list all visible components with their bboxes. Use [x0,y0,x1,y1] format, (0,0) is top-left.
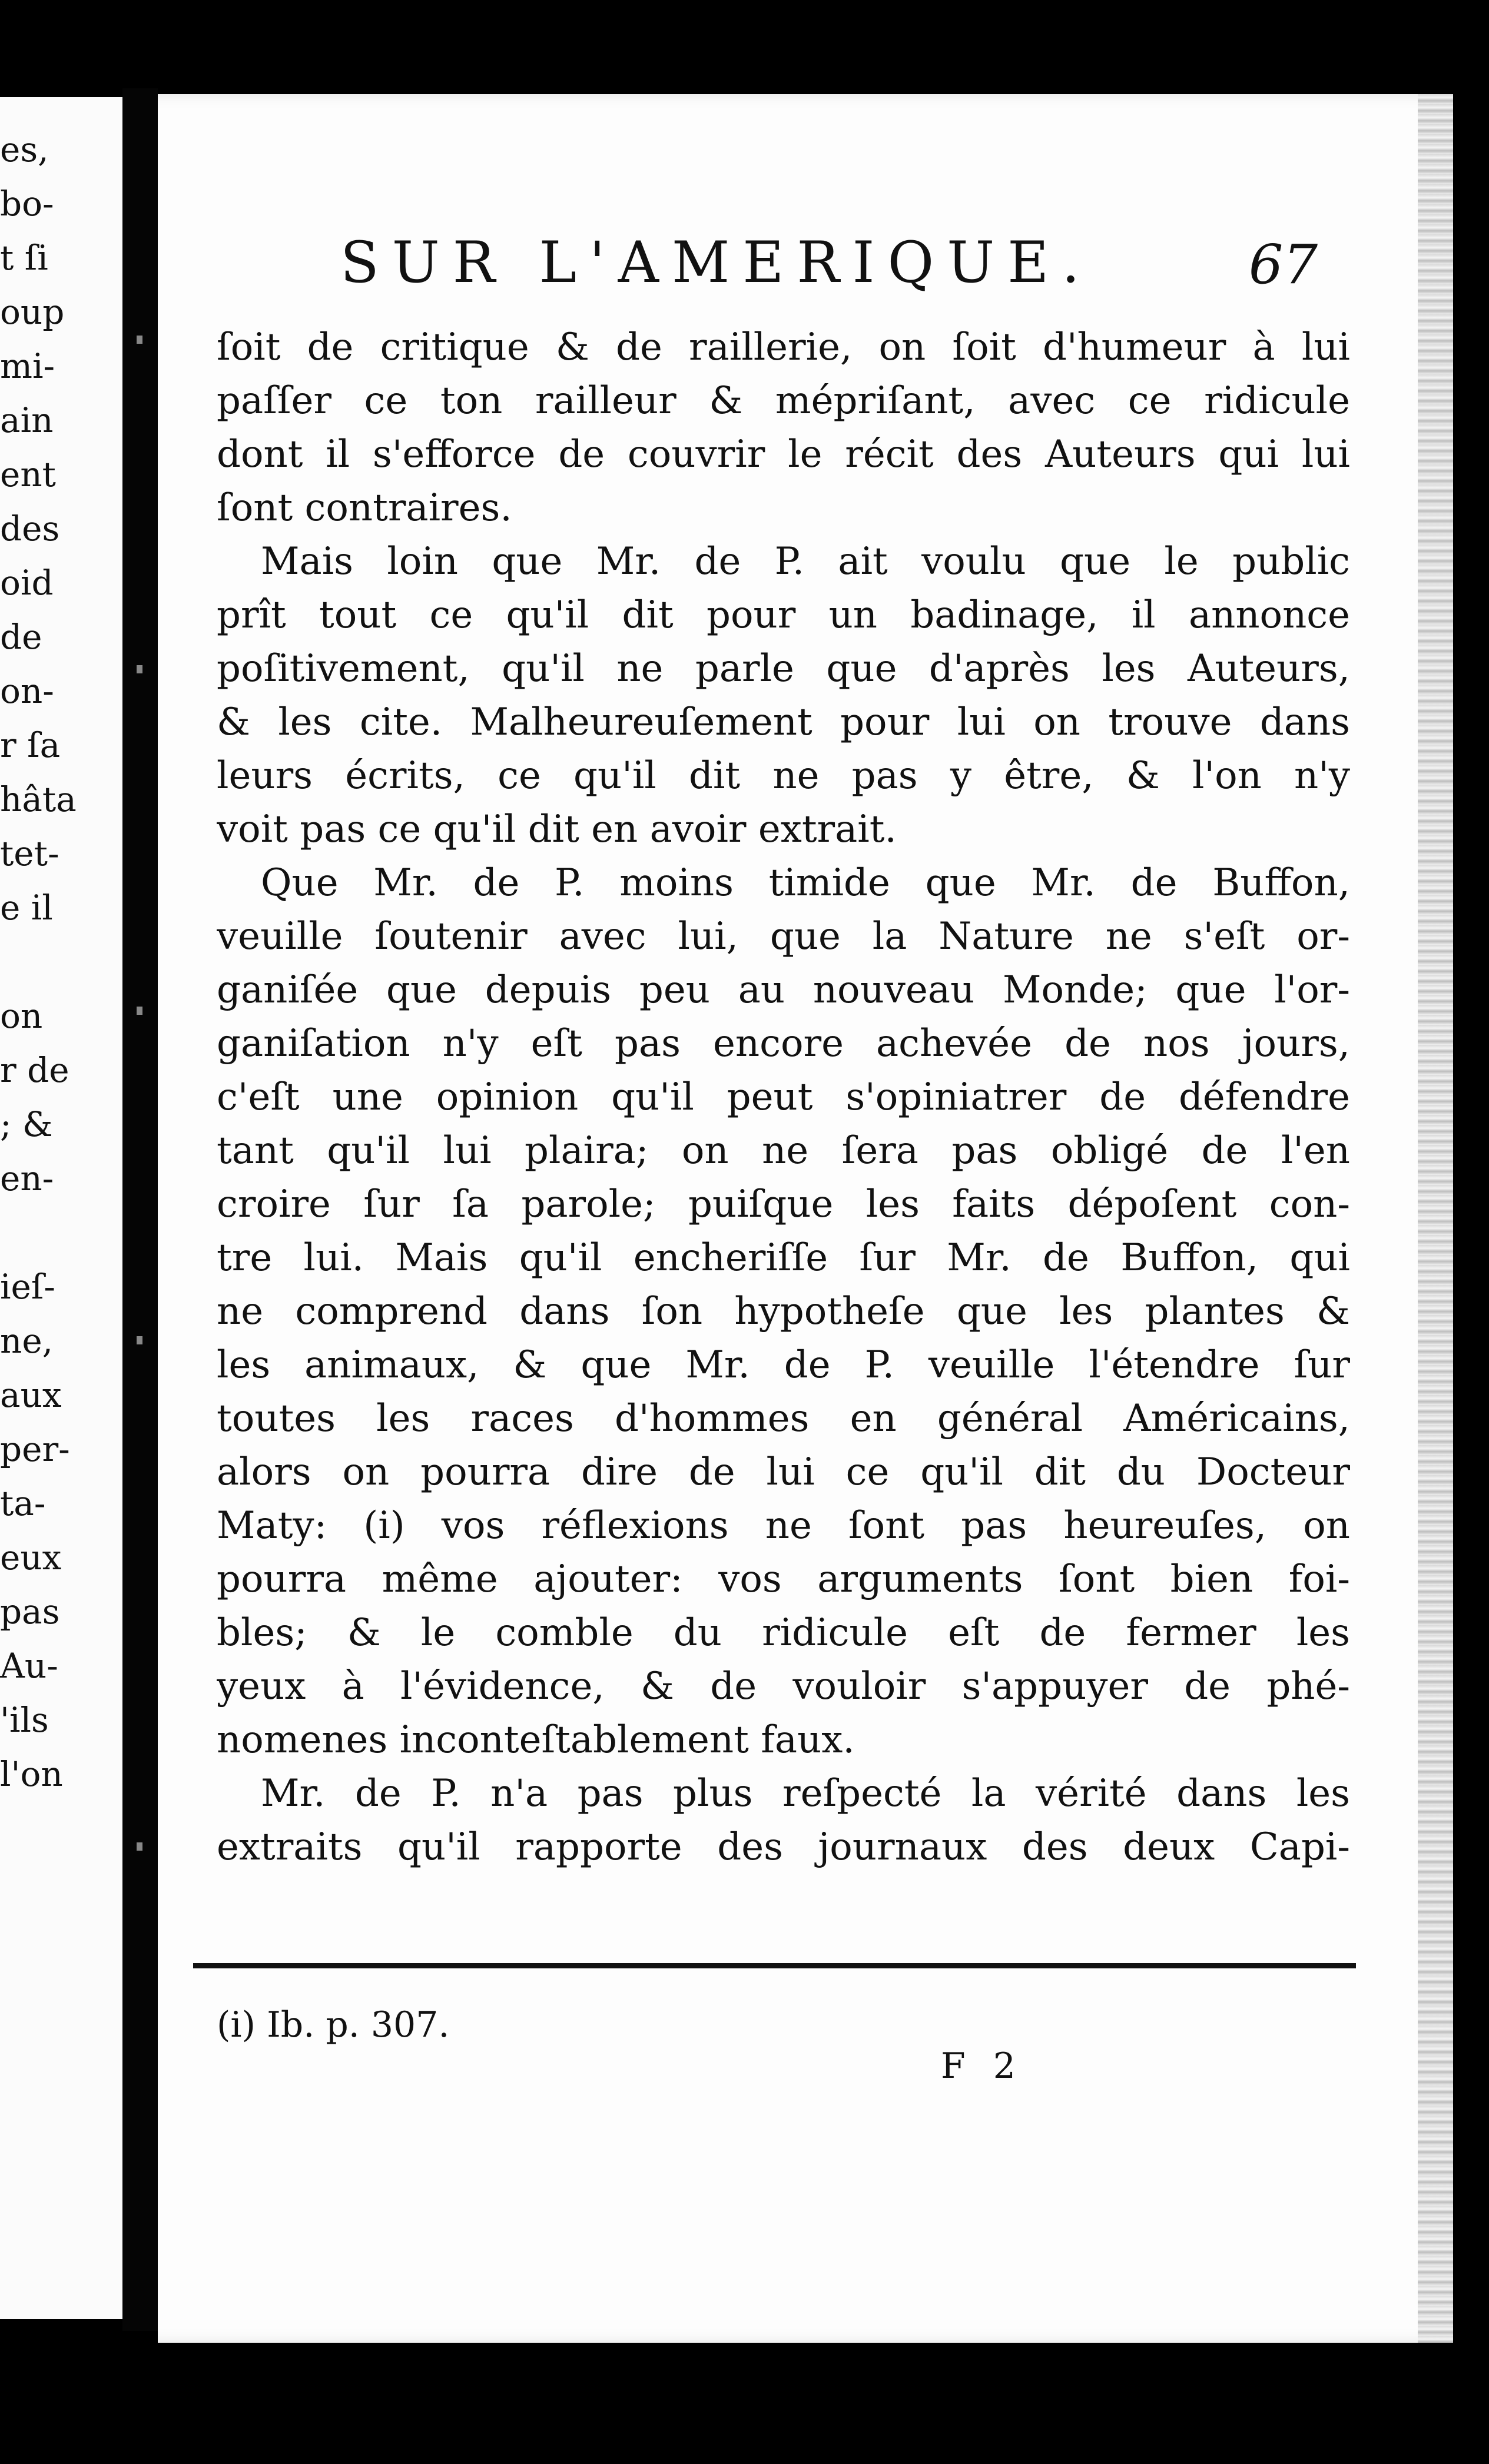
text-line: tant qu'il lui plaira; on ne ſera pas obligé de l'en [217,1129,1350,1173]
gutter-speck [137,1007,142,1015]
paragraph-first-line: Mr. de P. n'a pas plus reſpecté la vérité dans les [261,1772,1350,1815]
text-line: leurs écrits, ce qu'il dit ne pas y être, & l'on n'y [217,754,1350,798]
body-text [217,321,1350,1874]
book-page [158,94,1453,2343]
text-line: ſont contraires. [217,486,512,530]
paragraph-first-line: Mais loin que Mr. de P. ait voulu que le public [261,540,1350,583]
signature-mark: F 2 [941,2045,1024,2087]
left-page-text: hâta [0,779,77,819]
left-page-text: de [0,617,42,657]
left-page-text: per- [0,1429,70,1469]
text-line: ne comprend dans ſon hypotheſe que les plantes & [217,1290,1350,1333]
left-page-text: ; & [0,1104,53,1144]
text-line: nomenes inconteſtablement faux. [217,1718,855,1762]
left-page-text: aux [0,1375,62,1415]
left-page-text: r de [0,1050,69,1090]
text-line: dont il s'efforce de couvrir le récit des Auteurs qui lui [217,433,1350,476]
text-line: poſitivement, qu'il ne parle que d'après les Auteurs, [217,647,1350,690]
gutter-speck [137,1336,142,1344]
left-page-text: ent [0,454,56,494]
left-page-text: t ſi [0,238,48,278]
text-line: bles; & le comble du ridicule eſt de fermer les [217,1611,1350,1655]
left-page-fragment [0,97,122,2319]
page-header [340,230,1318,312]
gutter-speck [137,665,142,673]
left-page-text: ta- [0,1483,46,1523]
text-line: paſſer ce ton railleur & mépriſant, avec ce ridicule [217,379,1350,423]
left-page-text: des [0,509,60,549]
left-page-text: pas [0,1592,60,1632]
text-line: alors on pourra dire de lui ce qu'il dit du Docteur [217,1450,1350,1494]
gutter-speck [137,1842,142,1851]
left-page-text: tet- [0,833,59,874]
left-page-text: en- [0,1158,54,1198]
text-line: les animaux, & que Mr. de P. veuille l'étendre ſur [217,1343,1350,1387]
text-line: toutes les races d'hommes en général Américains, [217,1397,1350,1440]
left-page-text: eux [0,1537,62,1578]
text-line: veuille ſoutenir avec lui, que la Nature ne s'eſt or- [217,915,1350,958]
left-page-text: l'on [0,1754,63,1794]
left-page-text: oid [0,563,54,603]
left-page-text: on- [0,671,54,711]
left-page-text: e il [0,888,53,928]
text-line: & les cite. Malheureuſement pour lui on trouve dans [217,700,1350,744]
text-line: tre lui. Mais qu'il encheriſſe ſur Mr. de Buffon, qui [217,1236,1350,1280]
left-page-text: bo- [0,184,54,224]
text-line: extraits qu'il rapporte des journaux des deux Capi- [217,1825,1350,1869]
text-line: c'eſt une opinion qu'il peut s'opiniatrer de défendre [217,1075,1350,1119]
text-line: ganiſée que depuis peu au nouveau Monde; que l'or- [217,968,1350,1012]
footnote-rule [193,1963,1356,1968]
page-edge [1418,94,1453,2343]
text-line: voit pas ce qu'il dit en avoir extrait. [217,808,897,851]
left-page-text: ne, [0,1321,54,1361]
paragraph-first-line: Que Mr. de P. moins timide que Mr. de Buffon, [261,861,1350,905]
text-line: yeux à l'évidence, & de vouloir s'appuyer de phé- [217,1665,1350,1708]
book-gutter [122,88,158,2331]
text-line: Maty: (i) vos réflexions ne ſont pas heureuſes, on [217,1504,1350,1548]
left-page-text: ain [0,400,54,440]
left-page-text: 'ils [0,1700,49,1740]
running-title: SUR L'AMERIQUE. [340,230,1093,295]
left-page-text: es, [0,129,49,170]
left-page-text: mi- [0,346,55,386]
footnote: (i) Ib. p. 307. [217,2004,450,2045]
left-page-text: Au- [0,1646,58,1686]
text-line: prît tout ce qu'il dit pour un badinage, il annonce [217,593,1350,637]
text-line: croire ſur ſa parole; puiſque les faits dépoſent con- [217,1183,1350,1226]
text-line: ganiſation n'y eſt pas encore achevée de nos jours, [217,1022,1350,1065]
left-page-text: on [0,996,43,1036]
text-line: pourra même ajouter: vos arguments ſont bien foi- [217,1558,1350,1601]
left-page-text: oup [0,292,65,332]
gutter-speck [137,336,142,344]
left-page-text: ieſ- [0,1267,55,1307]
left-page-text: r ſa [0,725,61,765]
page-number: 67 [1248,233,1318,296]
text-line: ſoit de critique & de raillerie, on ſoit d'humeur à lui [217,326,1350,369]
